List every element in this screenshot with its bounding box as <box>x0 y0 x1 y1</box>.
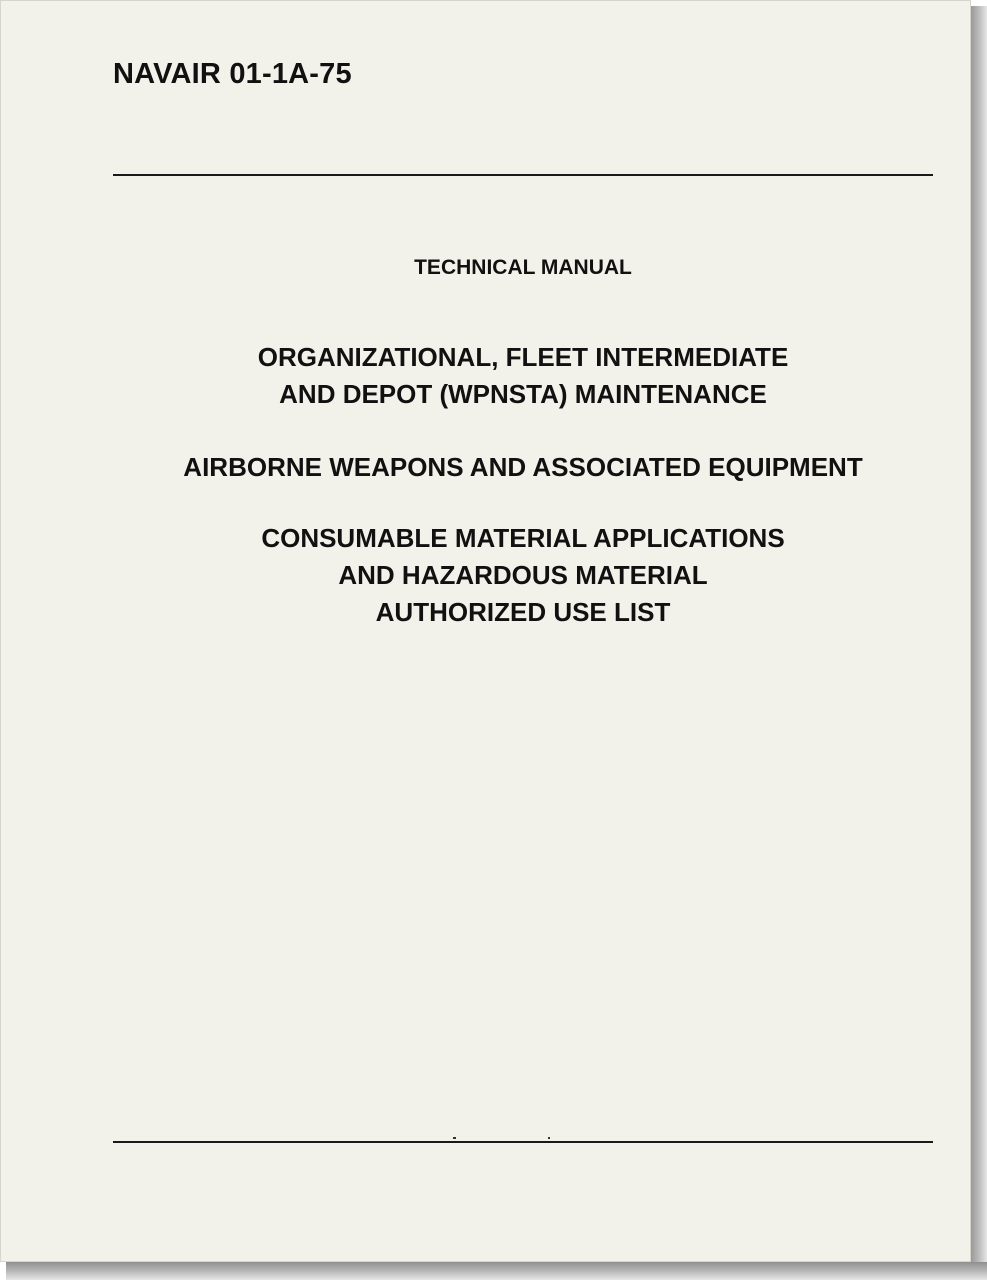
title-line: ORGANIZATIONAL, FLEET INTERMEDIATE <box>257 342 789 372</box>
top-divider <box>113 174 933 176</box>
title-equipment <box>113 449 933 486</box>
title-line: AUTHORIZED USE LIST <box>375 597 671 627</box>
manual-type-label: TECHNICAL MANUAL <box>414 256 632 279</box>
scan-speck <box>548 1137 550 1139</box>
page-shadow-bottom <box>6 1262 987 1280</box>
page-shadow-right <box>971 6 987 1280</box>
bottom-divider <box>113 1141 933 1143</box>
title-line: AND HAZARDOUS MATERIAL <box>338 560 708 590</box>
title-line: AND DEPOT (WPNSTA) MAINTENANCE <box>279 379 767 409</box>
document-number: NAVAIR 01-1A-75 <box>113 58 352 90</box>
title-line: CONSUMABLE MATERIAL APPLICATIONS <box>261 523 785 553</box>
title-line: AIRBORNE WEAPONS AND ASSOCIATED EQUIPMENT <box>183 452 863 482</box>
scan-speck <box>453 1137 456 1139</box>
title-maintenance-levels <box>113 339 933 413</box>
title-material-list <box>113 520 933 631</box>
